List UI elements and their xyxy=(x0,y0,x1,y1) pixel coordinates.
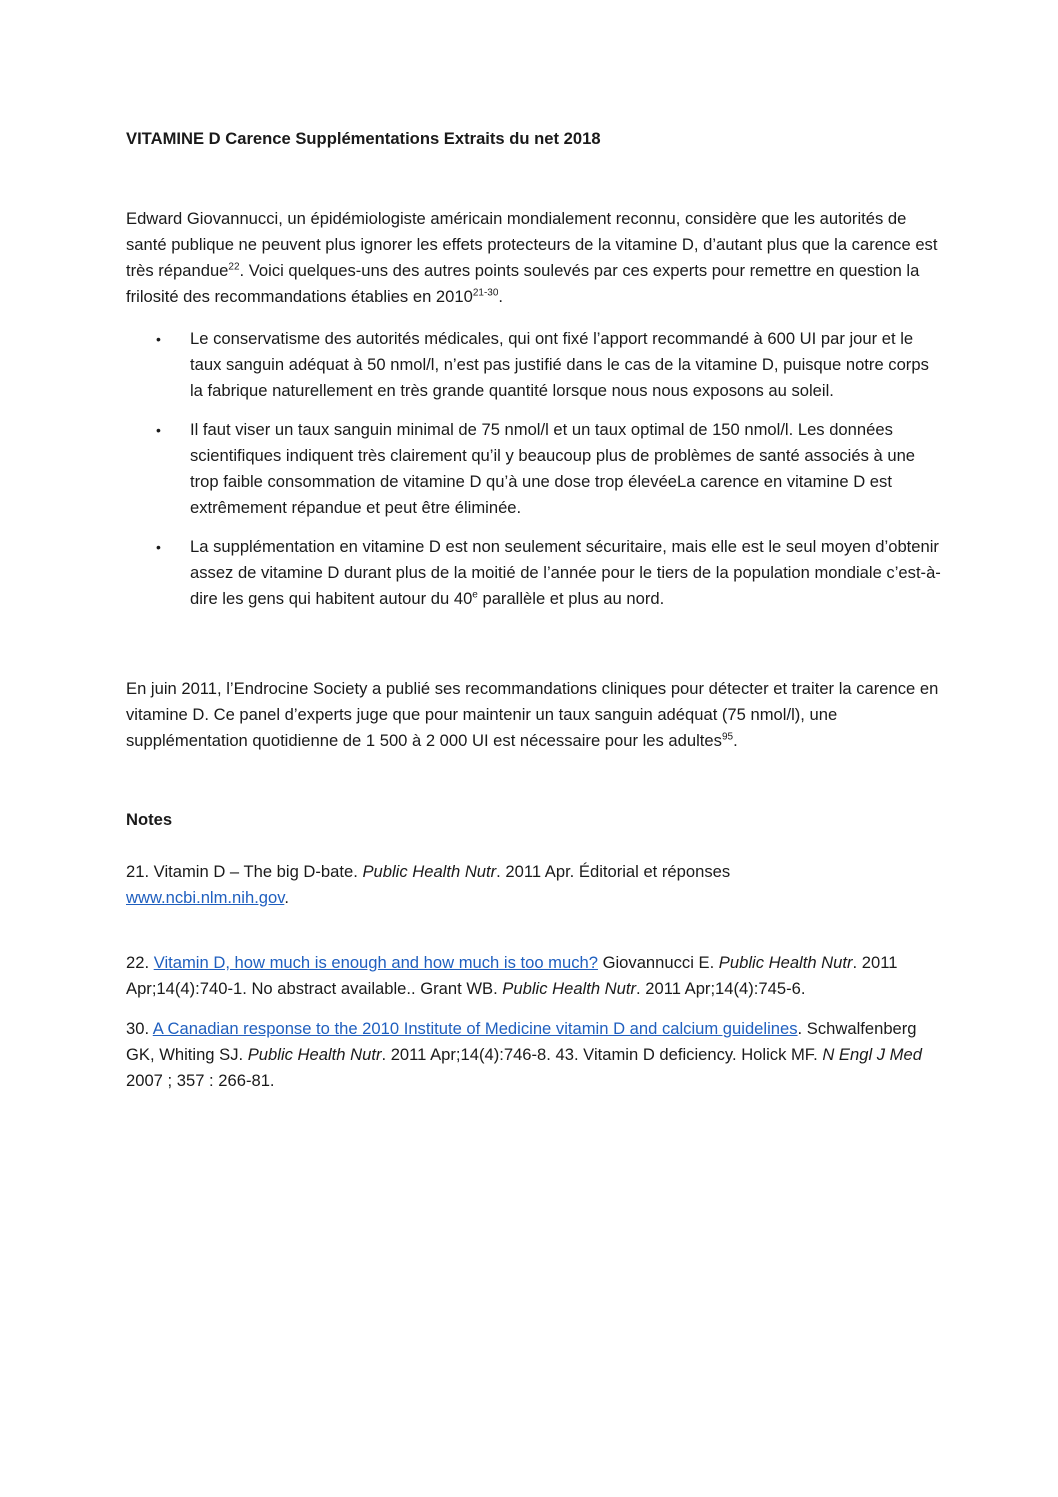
ref30-number: 30. xyxy=(126,1019,153,1038)
endocrine-text-end: . xyxy=(733,731,738,750)
bullet-icon: • xyxy=(156,539,161,555)
ref21-end: . xyxy=(284,888,289,907)
bullet-item xyxy=(126,417,941,521)
reference-30 xyxy=(126,1016,941,1094)
bullet-icon: • xyxy=(156,331,161,347)
footnote-ref-21-30: 21-30 xyxy=(472,287,499,299)
intro-text-3: . xyxy=(498,287,504,306)
intro-text-2: . Voici quelques-uns des autres points soulevés par ces experts pour remettre en question la frilosité des recommandations établies en 2010 xyxy=(126,261,920,306)
reference-22 xyxy=(126,950,941,1002)
ref21-text-2: . 2011 Apr. Éditorial et réponses xyxy=(496,862,731,881)
ref22-text-2: . 2011 Apr;14(4):740-1. No abstract available.. Grant WB. xyxy=(126,953,898,998)
endocrine-paragraph xyxy=(126,676,941,754)
ref21-text: 21. Vitamin D – The big D-bate. xyxy=(126,862,363,881)
ref30-journal: Public Health Nutr xyxy=(247,1045,382,1064)
ref22-journal-2: Public Health Nutr xyxy=(502,979,637,998)
bullet-text: Le conservatisme des autorités médicales, qui ont fixé l’apport recommandé à 600 UI par jour et le taux sanguin adéquat à 50 nmol/l, n’est pas justifié dans le cas de la vitamine D, puisque notre corps la fabrique naturellement en très grande quantité lorsque nous nous exposons au soleil. xyxy=(190,329,929,400)
ref22-text: Giovannucci E. xyxy=(597,953,719,972)
ref22-number: 22. xyxy=(126,953,154,972)
ref30-text-2: . 2011 Apr;14(4):746-8. 43. Vitamin D deficiency. Holick MF. xyxy=(381,1045,823,1064)
ref30-journal-2: N Engl J Med xyxy=(822,1045,922,1064)
intro-text-1: Edward Giovannucci, un épidémiologiste américain mondialement reconnu, considère que les autorités de santé publique ne peuvent plus ignorer les effets protecteurs de la vitamine D, d’autant plus que la carence est très répandue xyxy=(126,209,938,280)
intro-paragraph xyxy=(126,206,941,310)
ref21-journal: Public Health Nutr xyxy=(362,862,497,881)
ref22-journal: Public Health Nutr xyxy=(718,953,853,972)
reference-21 xyxy=(126,859,941,911)
ordinal-superscript: e xyxy=(472,589,478,601)
notes-heading: Notes xyxy=(126,810,173,829)
footnote-ref-95: 95 xyxy=(721,731,734,743)
ncbi-link[interactable]: www.ncbi.nlm.nih.gov xyxy=(126,888,285,907)
endocrine-text: En juin 2011, l’Endrocine Society a publié ses recommandations cliniques pour détecter et traiter la carence en vitamine D. Ce panel d’experts juge que pour maintenir un taux sanguin adéquat (75 nmol/l), une supplémentation quotidienne de 1 500 à 2 000 UI est nécessaire pour les adultes xyxy=(126,679,939,750)
ref22-link[interactable]: Vitamin D, how much is enough and how much is too much? xyxy=(153,953,598,972)
ref30-end: 2007 ; 357 : 266-81. xyxy=(126,1071,275,1090)
footnote-ref-22: 22 xyxy=(228,261,240,273)
document-title: VITAMINE D Carence Supplémentations Extraits du net 2018 xyxy=(126,129,601,148)
bullet-text: Il faut viser un taux sanguin minimal de 75 nmol/l et un taux optimal de 150 nmol/l. Les données scientifiques indiquent très clairement qu’il y beaucoup plus de problèmes de santé associés à une trop faible consommation de vitamine D qu’à une dose trop élevéeLa carence en vitamine D est extrêmement répandue et peut être éliminée. xyxy=(190,420,916,517)
bullet-item xyxy=(126,326,941,404)
bullet-item xyxy=(126,534,941,612)
bullet-text-end: parallèle et plus au nord. xyxy=(477,589,665,608)
ref30-link[interactable]: A Canadian response to the 2010 Institute of Medicine vitamin D and calcium guidelines xyxy=(152,1019,798,1038)
bullet-list xyxy=(126,326,941,625)
ref30-text: . Schwalfenberg GK, Whiting SJ. xyxy=(126,1019,917,1064)
bullet-icon: • xyxy=(156,422,161,438)
bullet-text: La supplémentation en vitamine D est non seulement sécuritaire, mais elle est le seul moyen d’obtenir assez de vitamine D durant plus de la moitié de l’année pour le tiers de la population mondiale c’est-à-dire les gens qui habitent autour du 40 xyxy=(190,537,941,608)
ref22-end: . 2011 Apr;14(4):745-6. xyxy=(636,979,806,998)
